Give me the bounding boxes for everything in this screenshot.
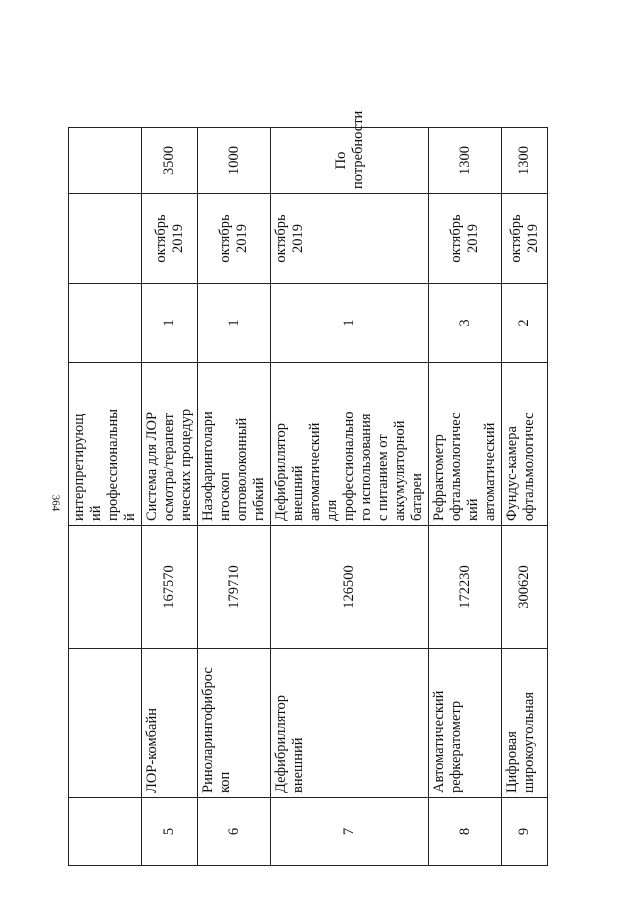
row-number [69, 798, 142, 866]
table-row [142, 128, 198, 866]
amount [69, 128, 142, 194]
row-number: 7 [271, 798, 429, 866]
quantity: 2 [502, 284, 548, 363]
amount: 1300 [429, 128, 502, 194]
equipment-code [69, 526, 142, 649]
equipment-code: 172230 [429, 526, 502, 649]
table-row [198, 128, 271, 866]
equipment-code: 179710 [198, 526, 271, 649]
quantity: 3 [429, 284, 502, 363]
amount: 1300 [502, 128, 548, 194]
equipment-code: 167570 [142, 526, 198, 649]
delivery-date: октябрь 2019 [142, 194, 198, 284]
amount: По потребности [271, 128, 429, 194]
quantity: 1 [142, 284, 198, 363]
delivery-date: октябрь 2019 [502, 194, 548, 284]
equipment-description: Рефрактометр офтальмологичес кий автоматический [429, 363, 502, 526]
equipment-description: интерпретирующ ий профессиональны й [69, 363, 142, 526]
page-number: 364 [49, 494, 62, 512]
amount: 3500 [142, 128, 198, 194]
table-row [502, 128, 548, 866]
table-row [69, 128, 142, 866]
equipment-name: Цифровая широкоугольная [502, 649, 548, 798]
equipment-description: Фундус-камера офтальмологичес [502, 363, 548, 526]
delivery-date [69, 194, 142, 284]
equipment-code: 126500 [271, 526, 429, 649]
equipment-description: Дефибриллятор внешний автоматический для профессионально го использования с питанием от аккумуляторной батареи [271, 363, 429, 526]
row-number: 9 [502, 798, 548, 866]
table-row [271, 128, 429, 866]
rotated-table-wrapper [68, 110, 541, 866]
delivery-date: октябрь 2019 [429, 194, 502, 284]
equipment-name: Дефибриллятор внешний [271, 649, 429, 798]
equipment-name: ЛОР-комбайн [142, 649, 198, 798]
quantity: 1 [198, 284, 271, 363]
row-number: 5 [142, 798, 198, 866]
row-number: 6 [198, 798, 271, 866]
equipment-name: Риноларингофиброс коп [198, 649, 271, 798]
equipment-code: 300620 [502, 526, 548, 649]
equipment-name [69, 649, 142, 798]
quantity: 1 [271, 284, 429, 363]
row-number: 8 [429, 798, 502, 866]
equipment-description: Назофаринголари нгоскоп оптоволоконный гибкий [198, 363, 271, 526]
delivery-date: октябрь 2019 [271, 194, 429, 284]
equipment-table [68, 110, 548, 866]
table-row [429, 128, 502, 866]
quantity [69, 284, 142, 363]
amount: 1000 [198, 128, 271, 194]
equipment-name: Автоматический рефкератометр [429, 649, 502, 798]
equipment-description: Система для ЛОР осмотра/терапевт ических процедур [142, 363, 198, 526]
delivery-date: октябрь 2019 [198, 194, 271, 284]
